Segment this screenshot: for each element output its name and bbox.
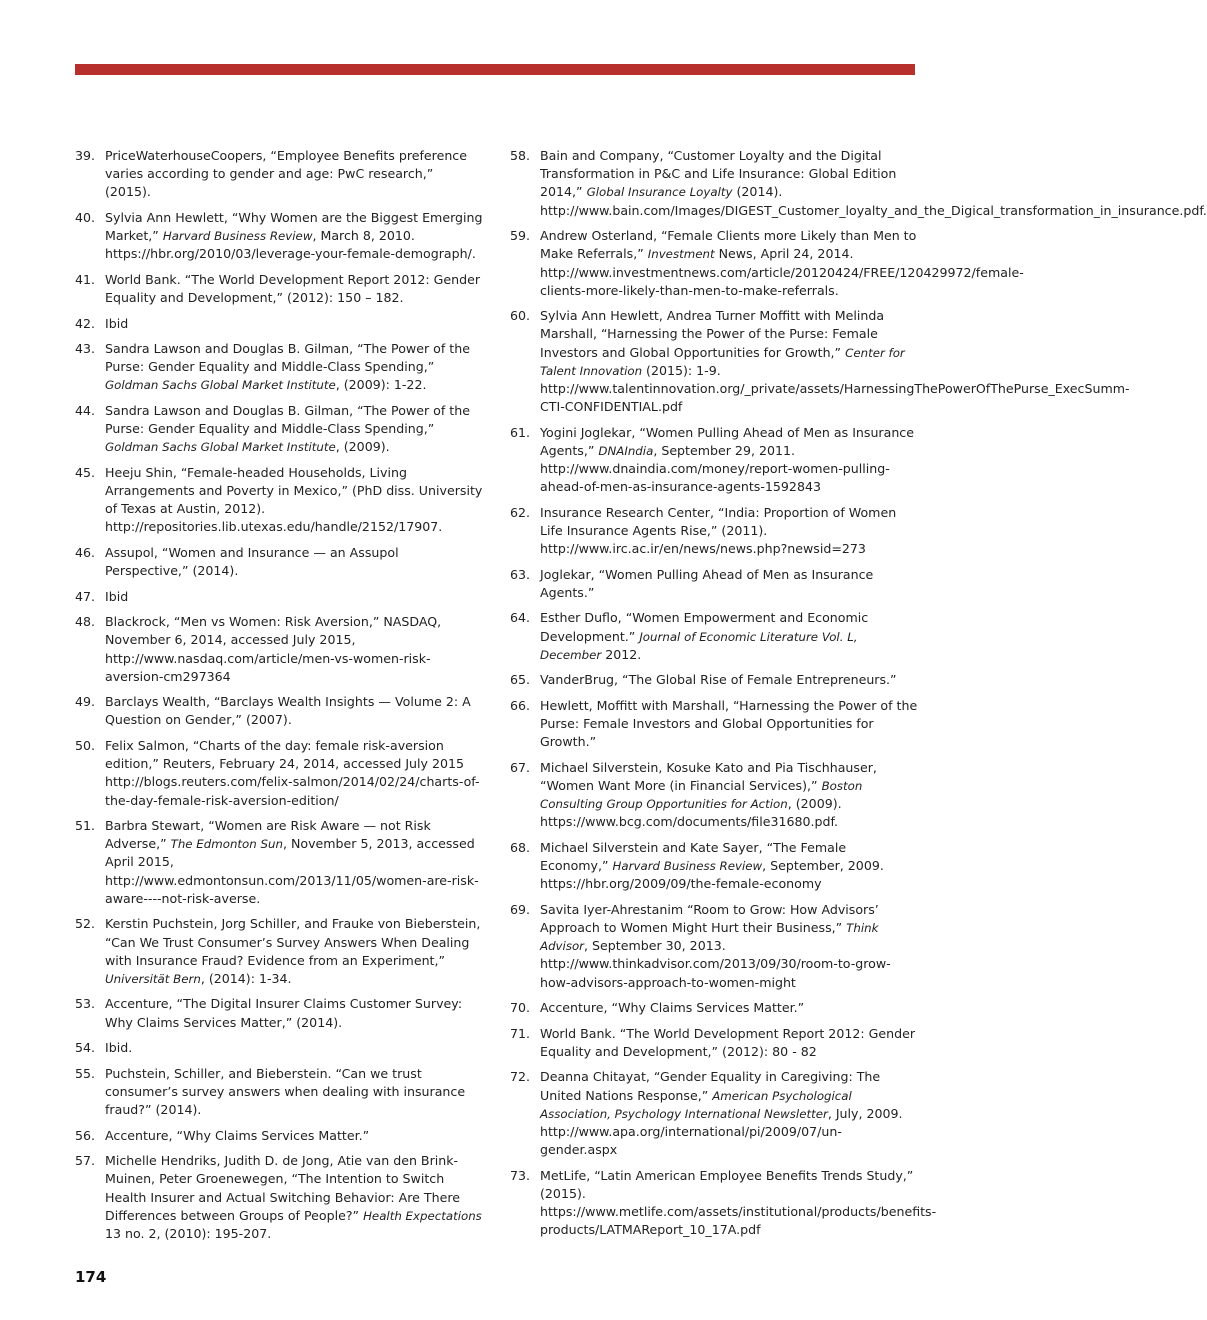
endnote-text-run: Yogini Joglekar, “Women Pulling Ahead of Men as Insurance Agents,” — [540, 424, 914, 458]
endnote-number: 73. — [510, 1167, 531, 1183]
endnote-item — [510, 901, 918, 992]
endnote-text-run: , (2009). https://www.bcg.com/documents/file31680.pdf. — [540, 796, 842, 830]
endnote-text-run: Barbra Stewart, “Women are Risk Aware — not Risk Adverse,” — [105, 818, 431, 852]
endnote-text — [105, 1065, 483, 1120]
endnote-text — [105, 1039, 483, 1057]
header-accent-bar — [75, 64, 915, 75]
endnote-text-run: PriceWaterhouseCoopers, “Employee Benefits preference varies according to gender and age: PwC research,” (2015). — [105, 148, 467, 200]
endnote-item — [75, 1039, 483, 1057]
endnote-source-title: American Psychological Association, Psychology International Newsletter — [540, 1088, 852, 1121]
endnote-text — [105, 1152, 483, 1243]
endnote-number: 54. — [75, 1040, 96, 1056]
endnote-text — [105, 995, 483, 1031]
endnote-text-run: News, April 24, 2014. http://www.investmentnews.com/article/20120424/FREE/120429972/female-clients-more-likely-than-men-to-make-referrals. — [540, 246, 1024, 298]
endnote-text — [105, 817, 483, 908]
endnote-item — [510, 999, 918, 1017]
endnote-text-run: Bain and Company, “Customer Loyalty and the Digital Transformation in P&C and Life Insurance: Global Edition 2014,” — [540, 148, 897, 200]
endnote-text-run: , July, 2009. http://www.apa.org/international/pi/2009/07/un-gender.aspx — [540, 1105, 903, 1158]
endnote-text — [105, 737, 483, 810]
endnote-text-run: Ibid. — [105, 1040, 133, 1056]
endnote-text-run: Esther Duflo, “Women Empowerment and Economic Development.” — [540, 610, 869, 644]
endnote-item — [75, 817, 483, 908]
endnote-text-run: Accenture, “Why Claims Services Matter.” — [540, 1000, 805, 1016]
endnote-item — [75, 315, 483, 333]
endnote-text-run: Heeju Shin, “Female-headed Households, Living Arrangements and Poverty in Mexico,” (PhD diss. University of Texas at Austin, 2012). http://repositories.lib.utexas.edu/handle/2152/17907. — [105, 464, 483, 535]
page-number: 174 — [75, 1268, 107, 1286]
endnote-text-run: (2014). http://www.bain.com/Images/DIGEST_Customer_loyalty_and_the_Digical_transformation_in_insurance.pdf. — [540, 184, 1207, 218]
endnote-source-title: Think Advisor — [540, 920, 879, 954]
endnote-text — [540, 566, 918, 602]
endnote-number: 64. — [510, 610, 531, 626]
endnote-source-title: Journal of Economic Literature Vol. L, December — [540, 629, 858, 662]
endnote-text-run: Ibid — [105, 315, 129, 331]
endnote-text — [105, 1127, 483, 1145]
endnote-text — [540, 609, 918, 664]
endnote-source-title: Global Insurance Loyalty — [586, 185, 733, 200]
endnote-number: 65. — [510, 672, 531, 688]
endnote-text-run: , September 30, 2013. http://www.thinkadvisor.com/2013/09/30/room-to-grow-how-advisors-approach-to-women-might — [540, 938, 891, 990]
endnote-source-title: Investment — [647, 247, 715, 262]
endnote-item — [510, 839, 918, 894]
endnote-item — [75, 544, 483, 580]
endnote-text — [540, 1068, 918, 1159]
endnote-item — [510, 307, 1130, 416]
endnote-number: 42. — [75, 315, 96, 331]
endnote-number: 57. — [75, 1153, 96, 1169]
endnote-item — [510, 697, 918, 752]
endnote-number: 53. — [75, 996, 96, 1012]
endnote-text-run: Michael Silverstein, Kosuke Kato and Pia Tischhauser, “Women Want More (in Financial Services),” — [540, 759, 877, 793]
endnote-number: 68. — [510, 839, 531, 855]
endnote-source-title: The Edmonton Sun — [170, 837, 283, 852]
endnote-text-run: Barclays Wealth, “Barclays Wealth Insights — Volume 2: A Question on Gender,” (2007). — [105, 694, 471, 728]
endnote-item — [75, 209, 483, 264]
endnote-item — [75, 147, 483, 202]
endnote-item — [75, 737, 483, 810]
endnote-item — [75, 1127, 483, 1145]
endnote-text — [540, 307, 1130, 416]
endnote-text — [540, 424, 918, 497]
endnote-text-run: Assupol, “Women and Insurance — an Assupol Perspective,” (2014). — [105, 544, 399, 579]
endnote-item — [510, 504, 918, 559]
endnote-number: 63. — [510, 566, 531, 582]
endnote-text-run: Joglekar, “Women Pulling Ahead of Men as Insurance Agents.” — [540, 566, 874, 600]
endnote-text-run: Hewlett, Moffitt with Marshall, “Harnessing the Power of the Purse: Female Investors and Global Opportunities for Growth.” — [540, 697, 918, 750]
endnote-text — [105, 209, 483, 264]
endnote-text-run: Blackrock, “Men vs Women: Risk Aversion,” NASDAQ, November 6, 2014, accessed July 2015, http://www.nasdaq.com/article/men-vs-women-risk-aversion-cm297364 — [105, 614, 442, 684]
endnote-source-title: Goldman Sachs Global Market Institute — [105, 378, 336, 393]
endnote-item — [75, 588, 483, 606]
endnote-text-run: Accenture, “The Digital Insurer Claims Customer Survey: Why Claims Services Matter,” (2014). — [105, 996, 463, 1030]
endnote-item — [510, 1068, 918, 1159]
endnote-text-run: Accenture, “Why Claims Services Matter.” — [105, 1127, 370, 1143]
endnote-source-title: Health Expectations — [363, 1208, 482, 1223]
endnote-source-title: Boston Consulting Group Opportunities for Action — [540, 778, 863, 812]
endnote-text-run: World Bank. “The World Development Report 2012: Gender Equality and Development,” (2012): 150 – 182. — [105, 271, 481, 306]
endnote-text-run: Insurance Research Center, “India: Proportion of Women Life Insurance Agents Rise,” (2011). http://www.irc.ac.ir/en/news/news.php?newsid=273 — [540, 504, 897, 557]
endnote-number: 69. — [510, 901, 531, 917]
endnote-source-title: DNAIndia — [598, 443, 654, 458]
endnote-number: 56. — [75, 1127, 96, 1143]
endnote-item — [510, 147, 1207, 220]
endnote-text — [105, 147, 483, 202]
endnote-number: 70. — [510, 1000, 531, 1016]
endnote-text — [540, 227, 1024, 300]
endnote-number: 55. — [75, 1065, 96, 1081]
endnote-source-title: Center for Talent Innovation — [540, 345, 905, 378]
endnote-text-run: Felix Salmon, “Charts of the day: female risk-aversion edition,” Reuters, February 24, 2014, accessed July 2015 http://blogs.reuters.com/felix-salmon/2014/02/24/charts-of-the-day-female-risk-aversion-edition/ — [105, 737, 480, 808]
endnote-text-run: , (2009). — [335, 439, 390, 455]
endnote-source-title: Harvard Business Review — [612, 859, 763, 874]
endnote-number: 48. — [75, 614, 96, 630]
endnote-text-run: , (2014): 1-34. — [200, 970, 292, 986]
endnote-number: 62. — [510, 504, 531, 520]
endnote-text — [105, 544, 483, 580]
endnote-number: 49. — [75, 694, 96, 710]
endnote-item — [510, 671, 918, 689]
endnote-number: 58. — [510, 148, 531, 163]
endnote-item — [75, 340, 483, 395]
endnote-item — [510, 566, 918, 602]
endnote-item — [75, 464, 483, 537]
endnote-number: 40. — [75, 209, 96, 225]
endnote-text — [540, 697, 918, 752]
endnote-item — [75, 402, 483, 457]
endnote-item — [75, 1065, 483, 1120]
endnote-number: 61. — [510, 424, 531, 440]
endnote-number: 41. — [75, 271, 96, 287]
endnote-source-title: Universität Bern — [105, 971, 201, 986]
endnote-text — [540, 759, 918, 832]
endnote-item — [510, 1025, 918, 1061]
endnote-text — [105, 915, 483, 988]
endnote-text — [105, 340, 483, 395]
endnote-text-run: , (2009): 1-22. — [335, 377, 427, 393]
endnote-text-run: 13 no. 2, (2010): 195-207. — [105, 1225, 272, 1241]
endnote-item — [75, 271, 483, 307]
endnote-text — [540, 1167, 937, 1240]
endnote-text — [540, 839, 918, 894]
endnote-text — [540, 147, 1207, 220]
endnote-number: 66. — [510, 697, 531, 713]
endnote-item — [510, 424, 918, 497]
endnote-text-run: Ibid — [105, 588, 129, 604]
endnote-text — [540, 999, 918, 1017]
endnote-item — [75, 1152, 483, 1243]
endnote-text-run: Michelle Hendriks, Judith D. de Jong, Atie van den Brink-Muinen, Peter Groenewegen, “The Intention to Switch Health Insurer and Actual Switching Behavior: Are There Differences between Groups of People?” — [105, 1153, 460, 1223]
endnote-number: 60. — [510, 308, 531, 324]
endnote-item — [510, 227, 1024, 300]
endnote-item — [510, 1167, 937, 1240]
endnote-item — [75, 693, 483, 729]
endnote-text — [540, 901, 918, 992]
endnote-text-run: Sylvia Ann Hewlett, “Why Women are the Biggest Emerging Market,” — [105, 209, 483, 244]
endnote-text-run: Sandra Lawson and Douglas B. Gilman, “The Power of the Purse: Gender Equality and Middle-Class Spending,” — [105, 402, 470, 437]
endnote-text — [540, 504, 918, 559]
endnote-text-run: Deanna Chitayat, “Gender Equality in Caregiving: The United Nations Response,” — [540, 1069, 881, 1103]
endnote-text — [540, 671, 918, 689]
endnote-number: 50. — [75, 737, 96, 753]
endnote-text — [105, 315, 483, 333]
endnote-text — [105, 588, 483, 606]
endnote-number: 52. — [75, 916, 96, 932]
endnote-number: 43. — [75, 341, 96, 357]
endnote-text-run: Savita Iyer-Ahrestanim “Room to Grow: How Advisors’ Approach to Women Might Hurt their Business,” — [540, 901, 879, 935]
endnote-text-run: Puchstein, Schiller, and Bieberstein. “Can we trust consumer’s survey answers when dealing with insurance fraud?” (2014). — [105, 1065, 466, 1118]
endnote-number: 46. — [75, 544, 96, 560]
endnote-item — [510, 609, 918, 664]
endnote-text — [105, 271, 483, 307]
endnote-text-run: Michael Silverstein and Kate Sayer, “The Female Economy,” — [540, 839, 847, 874]
endnote-text-run: , September 29, 2011. http://www.dnaindia.com/money/report-women-pulling-ahead-of-men-as-insurance-agents-1592843 — [540, 442, 890, 495]
endnote-number: 45. — [75, 464, 96, 480]
endnotes-column-right — [510, 147, 1207, 1247]
endnote-text-run: MetLife, “Latin American Employee Benefits Trends Study,” (2015). https://www.metlife.com/assets/institutional/products/benefits-products/LATMAReport_10_17A.pdf — [540, 1167, 937, 1238]
endnote-text — [540, 1025, 918, 1061]
endnote-number: 44. — [75, 402, 96, 418]
endnote-text-run: VanderBrug, “The Global Rise of Female Entrepreneurs.” — [540, 672, 897, 688]
endnote-text-run: Sylvia Ann Hewlett, Andrea Turner Moffitt with Melinda Marshall, “Harnessing the Power of the Purse: Female Investors and Global Opportunities for Growth,” — [540, 308, 885, 360]
endnote-text — [105, 613, 483, 686]
endnote-text-run: 2012. — [601, 646, 642, 662]
endnote-number: 72. — [510, 1069, 531, 1085]
endnote-source-title: Harvard Business Review — [162, 229, 313, 244]
endnote-text-run: Andrew Osterland, “Female Clients more Likely than Men to Make Referrals,” — [540, 228, 917, 262]
endnote-item — [75, 915, 483, 988]
endnote-number: 67. — [510, 759, 531, 775]
endnote-item — [75, 995, 483, 1031]
endnotes-column-left — [75, 147, 483, 1250]
endnote-number: 39. — [75, 148, 96, 163]
endnote-text — [105, 693, 483, 729]
endnote-number: 59. — [510, 228, 531, 244]
endnote-text-run: , November 5, 2013, accessed April 2015, http://www.edmontonsun.com/2013/11/05/women-are-risk-aware----not-risk-averse. — [105, 836, 479, 906]
endnote-text — [105, 464, 483, 537]
endnote-number: 51. — [75, 818, 96, 834]
endnote-text-run: , September, 2009. https://hbr.org/2009/09/the-female-economy — [540, 858, 884, 892]
endnote-item — [75, 613, 483, 686]
endnote-text — [105, 402, 483, 457]
endnote-text-run: , March 8, 2010. https://hbr.org/2010/03/leverage-your-female-demograph/. — [105, 228, 476, 262]
endnote-text-run: Sandra Lawson and Douglas B. Gilman, “The Power of the Purse: Gender Equality and Middle-Class Spending,” — [105, 341, 470, 375]
endnote-number: 71. — [510, 1025, 531, 1041]
endnote-item — [510, 759, 918, 832]
endnote-text-run: (2015): 1-9. http://www.talentinnovation.org/_private/assets/HarnessingThePowerOfThePurse_ExecSumm-CTI-CONFIDENTIAL.pdf — [540, 362, 1130, 415]
endnote-number: 47. — [75, 588, 96, 604]
endnote-source-title: Goldman Sachs Global Market Institute — [105, 440, 336, 455]
endnote-text-run: World Bank. “The World Development Report 2012: Gender Equality and Development,” (2012): 80 - 82 — [540, 1025, 916, 1059]
endnote-text-run: Kerstin Puchstein, Jorg Schiller, and Frauke von Bieberstein, “Can We Trust Consumer’s Survey Answers When Dealing with Insurance Fraud? Evidence from an Experiment,” — [105, 916, 481, 968]
